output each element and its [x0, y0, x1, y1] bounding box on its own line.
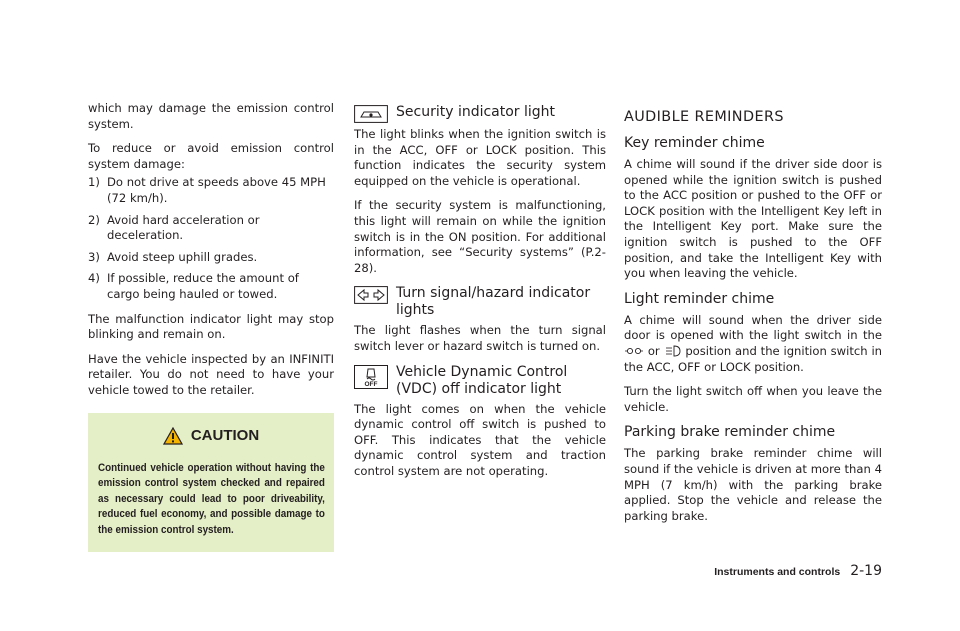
column-left — [88, 101, 334, 552]
turn-signal-title: Turn signal/hazard indicator lights — [396, 285, 591, 319]
list-item: 2) Avoid hard acceleration or deceleration. — [88, 212, 260, 243]
light-reminder-paragraph-2: Turn the light switch off when you leave the vehicle. — [624, 384, 882, 414]
caution-title: CAUTION — [190, 427, 260, 444]
parking-brake-paragraph: The parking brake reminder chime will sound if the vehicle is driven at more than 4 MPH (7 km/h) with the parking brake applied. Stop the vehicle and release the parking brake. — [624, 446, 882, 523]
vdc-off-label: OFF — [364, 380, 378, 388]
caution-box — [88, 413, 334, 553]
security-icon — [354, 105, 388, 123]
page-footer — [714, 563, 882, 579]
warning-icon — [163, 427, 183, 445]
key-reminder-title: Key reminder chime — [624, 135, 765, 151]
section-title: AUDIBLE REMINDERS — [624, 109, 784, 125]
caution-header — [98, 427, 324, 445]
vdc-title: Vehicle Dynamic Control (VDC) off indicator light — [396, 363, 568, 397]
list-item: 3) Avoid steep uphill grades. — [88, 249, 258, 264]
light-reminder-title: Light reminder chime — [624, 290, 775, 307]
turn-signal-paragraph: The light flashes when the turn signal switch lever or hazard switch is turned on. — [354, 323, 606, 353]
column-right — [624, 108, 882, 533]
turn-signal-heading — [354, 285, 606, 319]
inspect-text: Have the vehicle inspected by an INFINITI retailer. You do not need to have your vehicle towed to the retailer. — [88, 351, 334, 397]
list-item: 4) If possible, reduce the amount of cargo being hauled or towed. — [88, 271, 299, 301]
malfunction-text: The malfunction indicator light may stop blinking and remain on. — [88, 311, 334, 342]
steps-list — [88, 175, 334, 302]
light-reminder-paragraph: A chime will sound when the driver side door is opened with the light switch in the or position and the ignition switch in the ACC, OFF or LOCK position. — [624, 312, 883, 374]
list-item: 1) Do not drive at speeds above 45 MPH (72 km/h). — [88, 175, 326, 205]
security-paragraph-1: The light blinks when the ignition switch is in the ACC, OFF or LOCK position. This function indicates the security system equipped on the vehicle is operational. — [354, 127, 606, 188]
security-heading — [354, 104, 606, 123]
vdc-off-icon — [354, 365, 388, 389]
column-middle — [354, 104, 606, 489]
security-title: Security indicator light — [396, 104, 556, 120]
parking-brake-title: Parking brake reminder chime — [624, 424, 836, 441]
security-paragraph-2: If the security system is malfunctioning, this light will remain on while the ignition switch is in the ON position. For additional information, see “Security systems” (P.2-28). — [354, 198, 606, 275]
key-reminder-paragraph: A chime will sound if the driver side door is opened while the ignition switch is pushed to the ACC position or pushed to the OFF or LOCK position with the Intelligent Key left in the Intelligent Key port. Make sure the ignition switch is pushed to the OFF position, and take the Intelligent Key with you when leaving the vehicle. — [624, 157, 882, 281]
intro-text: which may damage the emission control system. — [88, 101, 334, 131]
page-number: 2-19 — [850, 563, 882, 579]
headlight-icon — [664, 345, 682, 357]
footer-section-name: Instruments and controls — [714, 566, 841, 578]
vdc-paragraph: The light comes on when the vehicle dynamic control off switch is pushed to OFF. This indicates that the vehicle dynamic control system and traction control system are not operating. — [354, 401, 606, 478]
reduce-intro-text: To reduce or avoid emission control system damage: — [88, 141, 334, 171]
parking-light-icon — [624, 346, 644, 356]
turn-signal-icon — [354, 286, 388, 304]
caution-text: Continued vehicle operation without having the emission control system checked and repaired as necessary could lead to poor driveability, reduced fuel economy, and possible damage to the emission control system. — [98, 461, 325, 536]
vdc-heading — [354, 364, 606, 398]
